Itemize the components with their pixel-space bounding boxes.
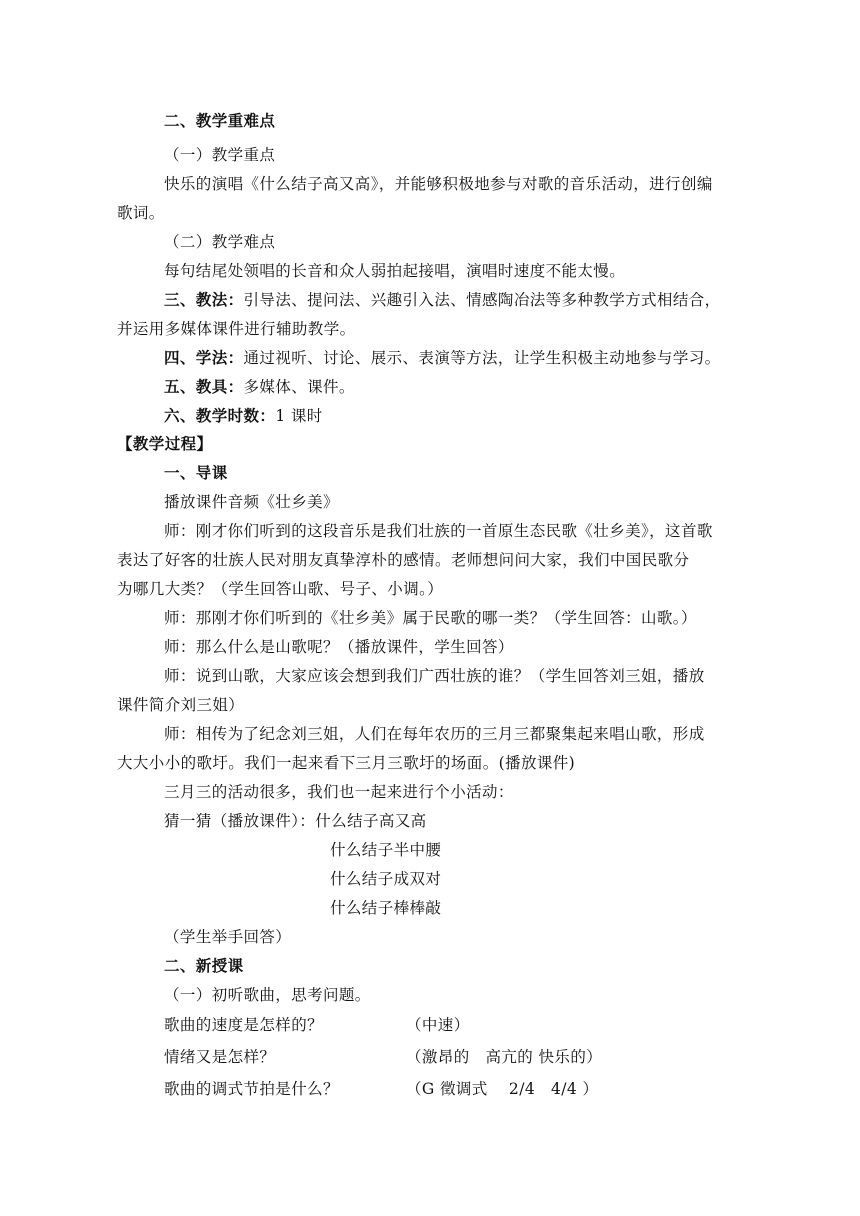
learning-method-text: 通过视听、讨论、展示、表演等方法，让学生积极主动地参与学习。 — [243, 349, 721, 367]
class-hours-label: 六、教学时数： — [164, 406, 276, 425]
question-row-speed — [164, 1014, 764, 1036]
answer-speed: （中速） — [406, 1016, 470, 1034]
paragraph-difficulty: 每句结尾处领唱的长音和众人弱拍起接唱，演唱时速度不能太慢。 — [164, 262, 626, 280]
teaching-method-text: 引导法、提问法、兴趣引入法、情感陶冶法等多种教学方式相结合， — [243, 291, 721, 309]
learning-method-label: 四、学法： — [164, 348, 244, 367]
riddle-line-4: 什么结子棒棒敲 — [330, 899, 442, 917]
teaching-method-label: 三、教法： — [164, 290, 244, 309]
subheading-teaching-difficulty: （二）教学难点 — [164, 233, 276, 251]
section-heading-intro: 一、导课 — [164, 463, 228, 482]
intro-line-activity: 三月三的活动很多，我们也一起来进行个小活动： — [164, 783, 514, 801]
intro-line-teacher1b: 表达了好客的壮族人民对朋友真挚淳朴的感情。老师想问问大家，我们中国民歌分 — [117, 551, 690, 569]
intro-line-teacher4b: 课件简介刘三姐） — [117, 696, 245, 714]
intro-line-audio: 播放课件音频《壮乡美》 — [164, 493, 339, 511]
paragraph-teaching-method-line1 — [164, 289, 721, 311]
riddle-label: 猜一猜（播放课件）： — [164, 812, 316, 830]
teaching-aids-label: 五、教具： — [164, 377, 244, 396]
riddle-text: 什么结子高又高 — [315, 812, 427, 830]
paragraph-learning-method — [164, 347, 721, 369]
intro-line-teacher5a: 师：相传为了纪念刘三姐，人们在每年农历的三月三都聚集起来唱山歌，形成 — [164, 725, 705, 743]
question-mood: 情绪又是怎样？ — [164, 1048, 276, 1066]
answer-mode-meter: （G 徵调式 2/4 4/4 ） — [406, 1080, 599, 1098]
teaching-process-heading: 【教学过程】 — [117, 434, 213, 453]
question-speed: 歌曲的速度是怎样的？ — [164, 1016, 324, 1034]
question-mode-meter: 歌曲的调式节拍是什么？ — [164, 1080, 339, 1098]
paragraph-focus-line1: 快乐的演唱《什么结子高又高》，并能够积极地参与对歌的音乐活动，进行创编 — [164, 175, 713, 193]
intro-line-teacher1a: 师：刚才你们听到的这段音乐是我们壮族的一首原生态民歌《壮乡美》，这首歌 — [164, 522, 713, 540]
intro-line-teacher1c: 为哪几大类？（学生回答山歌、号子、小调。） — [117, 580, 444, 598]
subheading-teaching-focus: （一）教学重点 — [164, 146, 276, 164]
student-answer-note: （学生举手回答） — [164, 928, 292, 946]
answer-mood: （激昂的 高亢的 快乐的） — [406, 1048, 603, 1066]
section-heading-key-points: 二、教学重难点 — [164, 111, 276, 130]
paragraph-teaching-method-line2: 并运用多媒体课件进行辅助教学。 — [117, 320, 356, 338]
question-row-mode-meter — [164, 1078, 764, 1100]
riddle-line-2: 什么结子半中腰 — [330, 841, 442, 859]
paragraph-teaching-aids — [164, 376, 355, 398]
paragraph-class-hours — [164, 405, 323, 427]
riddle-line-1 — [164, 810, 427, 832]
intro-line-teacher2: 师：那刚才你们听到的《壮乡美》属于民歌的哪一类？（学生回答：山歌。） — [164, 609, 697, 627]
intro-line-teacher3: 师：那么什么是山歌呢？（播放课件，学生回答） — [164, 638, 514, 656]
question-row-mood — [164, 1046, 764, 1068]
intro-line-teacher5b: 大大小小的歌圩。我们一起来看下三月三歌圩的场面。(播放课件) — [117, 754, 576, 772]
subheading-first-listen: （一）初听歌曲，思考问题。 — [164, 986, 371, 1004]
intro-line-teacher4a: 师：说到山歌，大家应该会想到我们广西壮族的谁？（学生回答刘三姐，播放 — [164, 667, 705, 685]
class-hours-text: 1 课时 — [275, 407, 323, 425]
section-heading-new-lesson: 二、新授课 — [164, 956, 244, 975]
teaching-aids-text: 多媒体、课件。 — [243, 378, 355, 396]
paragraph-focus-line2: 歌词。 — [117, 204, 165, 222]
riddle-line-3: 什么结子成双对 — [330, 870, 442, 888]
